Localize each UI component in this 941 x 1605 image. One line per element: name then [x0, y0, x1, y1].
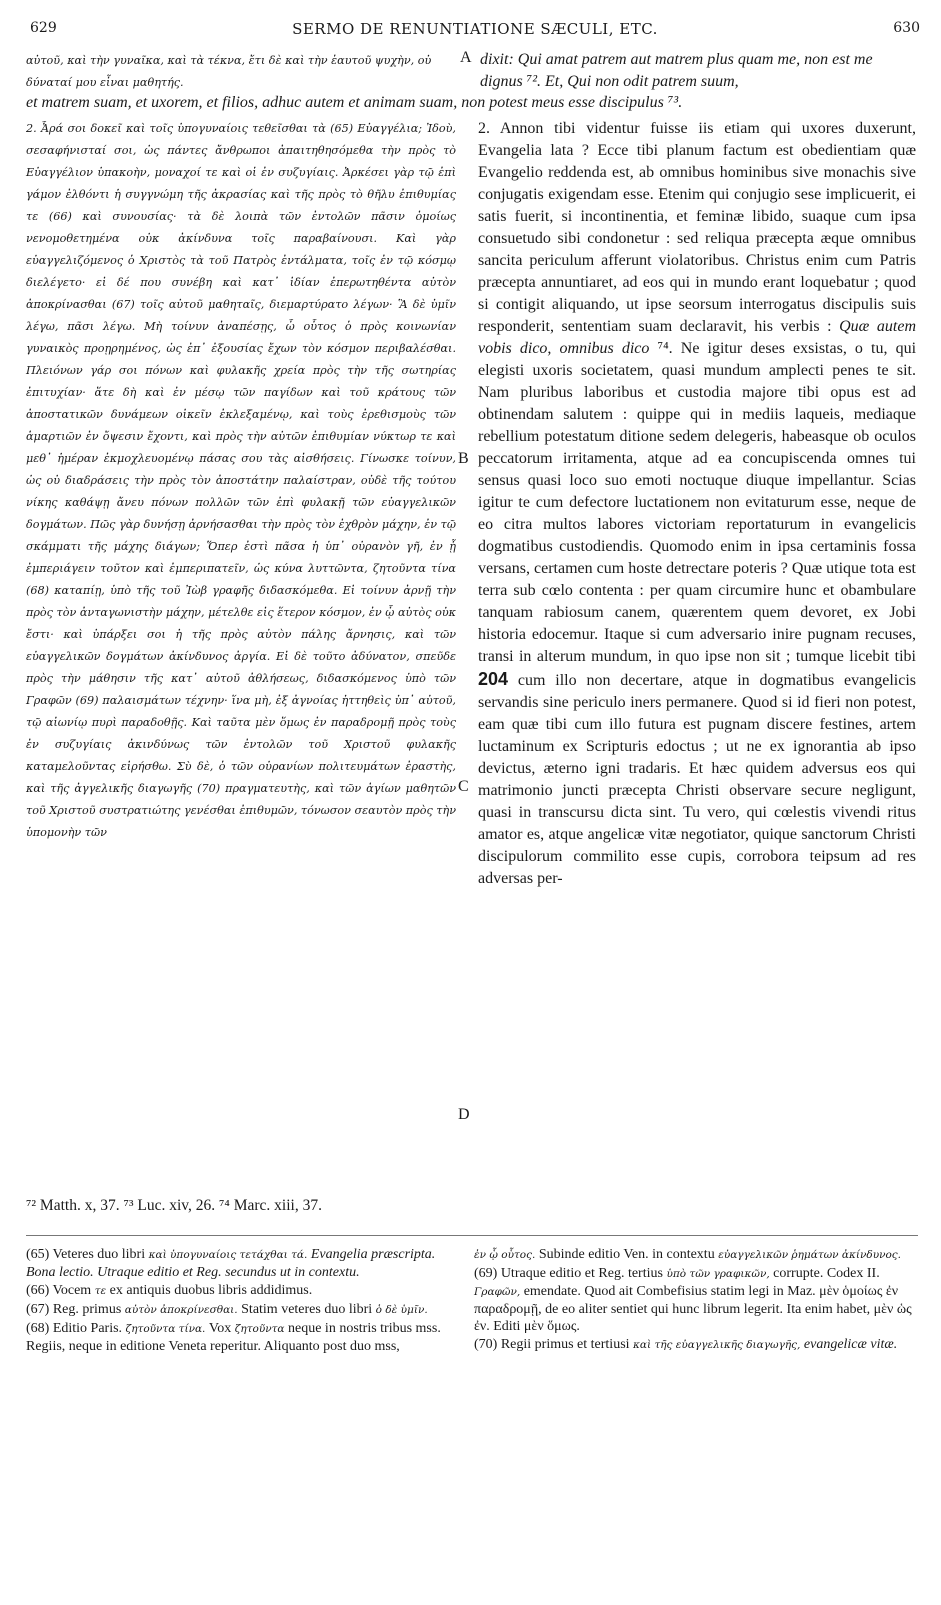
latin-column — [478, 118, 916, 890]
footnote-69: (69) Utraque editio et Reg. tertius ὑπὸ τῶν γραφικῶν, corrupte. Codex II. Γραφῶν, emendate. Quod ait Combefisius statim legi in Maz. μὲν ὁμοίως ἐν παραδρομῇ, de eo aliter sentiet qui hunc librum legerit. Ita enim habet, μὲν ὡς ἐν. Editi μὲν ὅμως. — [474, 1266, 912, 1334]
latin-paragraph — [478, 118, 916, 890]
full-width-line: et matrem suam, et uxorem, et filios, adhuc autem et animam suam, non potest meus esse discipulus ⁷³. — [26, 94, 683, 111]
latin-text-top: dixit: Qui amat patrem aut matrem plus quam me, non est me dignus ⁷². Et, Qui non odit patrem suum, — [480, 51, 873, 90]
page-number-left: 629 — [30, 20, 57, 36]
footnote-70: (70) Regii primus et tertiusi καὶ τῆς εὐαγγελικῆς διαγωγῆς, evangelicæ vitæ. — [474, 1337, 898, 1352]
margin-marker-d: D — [458, 1106, 470, 1123]
footnote-67: (67) Reg. primus αὐτὸν ἀποκρίνεσθαι. Statim veteres duo libri ὁ δὲ ὑμῖν. — [26, 1302, 428, 1317]
page-header — [30, 20, 920, 42]
footnote-68: (68) Editio Paris. ζητοῦντα τίνα. Vox ζητοῦντα neque in nostris tribus mss. Regiis, neque in editione Veneta reperitur. Aliquanto post duo mss, — [26, 1321, 441, 1354]
margin-marker-b: B — [458, 450, 469, 467]
greek-text-top: αὐτοῦ, καὶ τὴν γυναῖκα, καὶ τὰ τέκνα, ἔτι δὲ καὶ τὴν ἑαυτοῦ ψυχὴν, οὐ δύναταί μου εἶναι μαθητής. — [26, 54, 432, 89]
page-number-right: 630 — [893, 20, 920, 36]
footnotes-left — [26, 1246, 458, 1356]
footnote-68-cont: ἐν ᾧ οὗτος. Subinde editio Ven. in contextu εὐαγγελικῶν ῥημάτων ἀκίνδυνος. — [474, 1247, 902, 1262]
latin-text-3: cum illo non decertare, atque in dogmatibus evangelicis servandis sine periculo iners permanere. Quod si id fieri non potest, eam quæ tibi cum illo futura est pugnam discere festines, artem luctaminum ex Scripturis edoctus ; ut ne ex ignorantia ab ipso devictus, æterno igni tradaris. Et hæc quidem adversus eos qui matrimonio juncti præcepta Christi observare secure negligunt, quasi in transcursu dicta sint. Tu vero, qui cœlestis vivendi ritus amator es, atque angelicæ vitæ negotiator, quique sanctorum Christi discipulorum commilito esse cupis, corrobora teipsum ad res adversas per- — [478, 672, 916, 887]
footnote-65: (65) Veteres duo libri καὶ ὑπογυναίοις τετάχθαι τά. Evangelia præscripta. Bona lectio. Utraque editio et Reg. secundus ut in contextu. — [26, 1247, 436, 1280]
greek-paragraph: 2. Ἆρά σοι δοκεῖ καὶ τοῖς ὑπογυναίοις τεθεῖσθαι τὰ (65) Εὐαγγέλια; Ἰδοὺ, σεσαφήνισταί σοι, ὡς πάντες ἄνθρωποι ἀπαιτηθησόμεθα τὴν πρὸς τὸ Εὐαγγέλιον ὑπακοὴν, μοναχοί τε καὶ οἱ ἐν συζυγίαις. Ἀρκέσει γὰρ τῷ ἐπὶ γάμον ἐλθόντι ἡ συγγνώμη τῆς ἀκρασίας καὶ τῆς πρὸς τὸ θῆλυ ἐπιθυμίας τε (66) καὶ συνουσίας· τὰ δὲ λοιπὰ τῶν ἐντολῶν πᾶσιν ὁμοίως νενομοθετημένα οὐκ ἀκίνδυνα τοῖς παραβαίνουσι. Καὶ γὰρ εὐαγγελιζόμενος ὁ Χριστὸς τὰ τοῦ Πατρὸς ἐντάλματα, τοῖς ἐν τῷ κόσμῳ διελέγετο· εἰ δέ που συνέβη καὶ κατ᾽ ἰδίαν ἐπερωτηθέντα αὐτὸν ἀποκρίνασθαι (67) τοῖς αὐτοῦ μαθηταῖς, διεμαρτύρατο λέγων· Ἃ δὲ ὑμῖν λέγω, πᾶσι λέγω. Μὴ τοίνυν ἀναπέσῃς, ὦ οὗτος ὁ πρὸς κοινωνίαν γυναικὸς προῃρημένος, ὡς ἐπ᾽ ἐξουσίας ἔχων τὸν κόσμον περιβαλέσθαι. Πλειόνων γάρ σοι πόνων καὶ φυλακῆς χρεία πρὸς τὴν τῆς σωτηρίας ἐπιτυχίαν· ἅτε δὴ καὶ ἐν μέσῳ τῶν παγίδων καὶ τοῦ κράτους τῶν ἀποστατικῶν δυνάμεων οἰκεῖν ἐκλεξαμένῳ, καὶ τοὺς ἐρεθισμοὺς τῶν ἁμαρτιῶν ἐν ὄψεσιν ἔχοντι, καὶ πρὸς τὴν αὐτῶν ἐπιθυμίαν νύκτωρ τε καὶ μεθ᾽ ἡμέραν ἐκμοχλευομένῳ πάσας σου τὰς αἰσθήσεις. Γίνωσκε τοίνυν, ὡς οὐ διαδράσεις τὴν πρὸς τὸν ἀποστάτην παλαίστραν, οὐδὲ τῆς τούτου νίκης καθάψῃ ἄνευ πόνων πολλῶν τῶν ἐπὶ φυλακῇ τῶν εὐαγγελικῶν δογμάτων. Πῶς γὰρ δυνήσῃ ἀρνήσασθαι τὴν πρὸς τὸν ἐχθρὸν μάχην, ἐν τῷ σκάμματι τῆς μάχης διάγων; Ὅπερ ἐστὶ πᾶσα ἡ ὑπ᾽ οὐρανὸν γῆ, ἐν ᾗ ἐμπεριάγειν τοῦτον καὶ ἐμπεριπατεῖν, ὡς κύνα λυττῶντα, ζητοῦντα τίνα (68) καταπίῃ, ὑπὸ τῆς τοῦ Ἰὼβ γραφῆς διδασκόμεθα. Εἰ τοίνυν ἀρνῇ τὴν πρὸς τὸν ἀνταγωνιστὴν μάχην, μέτελθε εἰς ἕτερον κόσμον, ἐν ᾧ αὐτὸς οὐκ ἔστι· καὶ ὑπάρξει σοι ἡ τῆς πρὸς αὐτὸν πάλης ἄρνησις, καὶ τῶν εὐαγγελικῶν δογμάτων ἀκίνδυνος ἀργία. Εἰ δὲ τοῦτο ἀδύνατον, σπεῦδε πρὸς τὴν μάθησιν τῆς κατ᾽ αὐτοῦ ἀθλήσεως, διδασκόμενος ὑπὸ τῶν Γραφῶν (69) παλαισμάτων τέχνην· ἵνα μὴ, ἐξ ἀγνοίας ἡττηθεὶς ὑπ᾽ αὐτοῦ, τῷ αἰωνίῳ πυρὶ παραδοθῇς. Καὶ ταῦτα μὲν ὅμως ἐν παραδρομῇ πρὸς τοὺς ἐν συζυγίαις ἀκινδύνως τῶν ἐντολῶν τοῦ Χριστοῦ φυλακῆς καταμελοῦντας εἰρήσθω. Σὺ δὲ, ὁ τῶν οὐρανίων πολιτευμάτων ἐραστὴς, καὶ τῆς ἀγγελικῆς διαγωγῆς (70) πραγματευτὴς, καὶ τῶν ἁγίων μαθητῶν τοῦ Χριστοῦ συστρατιώτης γενέσθαι ἐπιθυμῶν, τόνωσον σεαυτὸν πρὸς τὴν ὑπομονὴν τῶν — [26, 122, 456, 839]
latin-text-2: . Ne igitur deses exsistas, o tu, qui elegisti uxoris societatem, quasi mundum amplecti penes te sit. Nam pluribus laboribus et custodia majore tibi opus est ad obtinendam salutem : quippe qui in mediis laqueis, mediaque rebellium potestatum ditione sedem delegeris, habeasque ob oculos peccatorum irritamenta, atque ad ea concupiscenda omnes tui sensus quasi loco suo emoti noctuque diuque impellantur. Scias igitur te cum defectore luctationem non evitaturum esse, neque de eo citra multos labores victoriam reportaturum in evangelicis dogmatibus custodiendis. Quomodo enim in ipsa certaminis fossa versans, certamen cum hoste detrectare poteris ? Quæ utique tota est terra sub cœlo contenta : per quam circumire hunc et obambulare tanquam rabiosum canem, quærentem quem devoret, ex Jobi historia edocemur. Itaque si cum adversario inire pugnam recuses, transi in alterum mundum, in quo ipse non sit ; tumque licebit tibi — [478, 340, 917, 665]
running-title: SERMO DE RENUNTIATIONE SÆCULI, ETC. — [292, 20, 658, 38]
column-number: 204 — [478, 669, 509, 689]
footnotes-right — [474, 1246, 918, 1355]
latin-quote: Quæ autem vobis dico, omnibus dico — [478, 318, 916, 357]
footnote-divider — [26, 1235, 918, 1236]
footnote-66: (66) Vocem τε ex antiquis duobus libris addidimus. — [26, 1283, 313, 1298]
footnote-ref-74: ⁷⁴ — [649, 340, 669, 357]
margin-marker-a: A — [460, 49, 472, 66]
scripture-references: ⁷² Matth. x, 37. ⁷³ Luc. xiv, 26. ⁷⁴ Marc. xiii, 37. — [26, 1197, 322, 1214]
latin-text-1: 2. Annon tibi videntur fuisse iis etiam qui uxores duxerunt, Evangelia lata ? Ecce tibi planum factum est obedientiam quæ Evangelio reddenda est, ab omnibus hominibus sive monachis sive conjugatis exigendam esse. Etenim qui conjugio sese implicuerit, ei satis fuerit, si incontinentia, et feminæ libido, suaque cum ipsa consuetudo sibi condonetur : sed reliqua præcepta æque omnibus sancita periculum afferunt violatoribus. Christus enim cum Patris præcepta annuntiaret, ad eos qui in mundo erant loquebatur ; quod si contigit aliquando, ut ipse seorsum interrogatus discipulis suis responderit, sententiam suam declaravit, his verbis : — [478, 120, 916, 335]
greek-column — [26, 118, 456, 844]
margin-marker-c: C — [458, 778, 469, 795]
